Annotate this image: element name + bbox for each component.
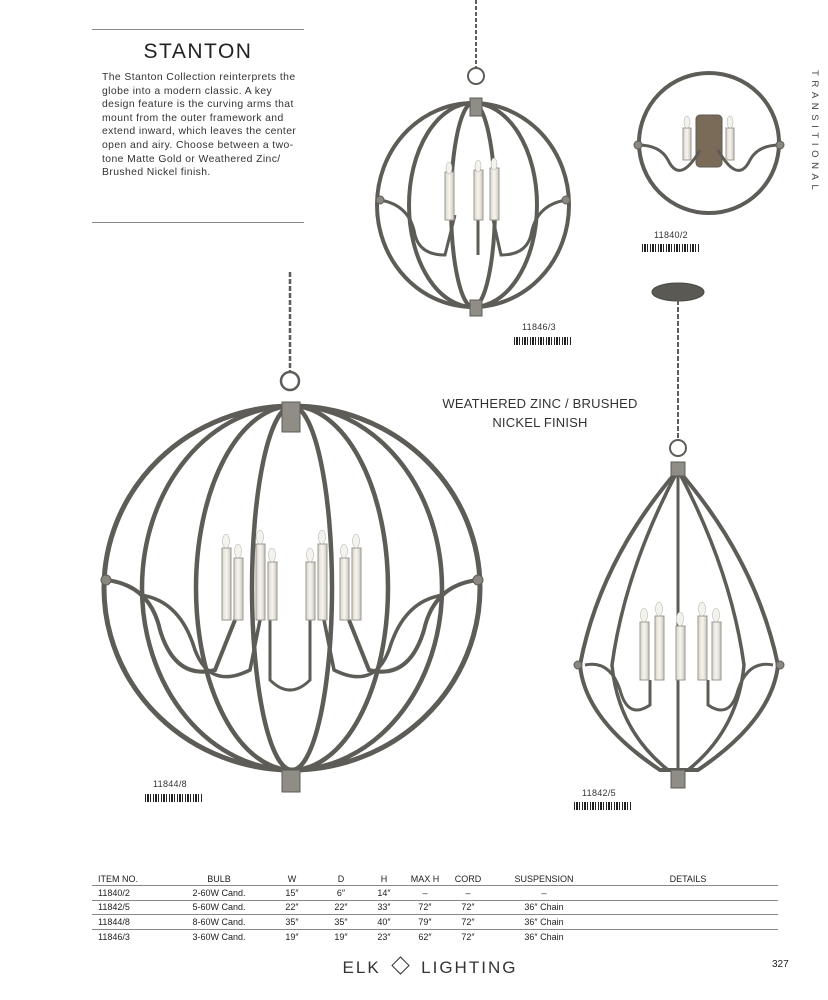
- cell-depth: 6″: [318, 886, 364, 901]
- cell-width: 22″: [266, 900, 318, 915]
- cell-suspension: 36″ Chain: [490, 900, 598, 915]
- col-item-no: ITEM NO.: [98, 873, 138, 884]
- cell-item-no: 11844/8: [92, 915, 172, 930]
- cell-cord: 72″: [446, 915, 490, 930]
- small-chandelier-item-code: 11846/3: [522, 322, 556, 332]
- specification-table: [92, 872, 778, 943]
- sconce-barcode: [642, 244, 700, 252]
- collection-description: The Stanton Collection reinterprets the globe into a modern classic. A key design feature is the curving arms that mount from the outer framework and extend inward, which leaves the center open and airy. Choose between a two-tone Matte Gold or Weathered Zinc/ Brushed Nickel finish.: [102, 72, 297, 179]
- cell-bulb: 2-60W Cand.: [172, 886, 266, 901]
- brand-diamond-icon: [392, 956, 410, 974]
- cell-suspension: –: [490, 886, 598, 901]
- table-row: [92, 915, 778, 930]
- cell-suspension: 36″ Chain: [490, 915, 598, 930]
- cell-item-no: 11846/3: [92, 929, 172, 943]
- sconce-item-code: 11840/2: [654, 230, 688, 240]
- cell-details: [598, 900, 778, 915]
- pendant-item-code: 11842/5: [582, 788, 616, 798]
- cell-height: 40″: [364, 915, 404, 930]
- col-height: H: [380, 873, 388, 884]
- small-chandelier-image: [376, 0, 570, 316]
- cell-max-height: 79″: [404, 915, 446, 930]
- cell-width: 19″: [266, 929, 318, 943]
- cell-width: 35″: [266, 915, 318, 930]
- cell-cord: 72″: [446, 929, 490, 943]
- cell-item-no: 11840/2: [92, 886, 172, 901]
- table-row: [92, 929, 778, 943]
- large-chandelier-item-code: 11844/8: [153, 779, 187, 789]
- col-max-height: MAX H: [410, 873, 440, 884]
- cell-cord: –: [446, 886, 490, 901]
- cell-depth: 35″: [318, 915, 364, 930]
- pendant-barcode: [574, 802, 632, 810]
- col-width: W: [287, 873, 297, 884]
- col-bulb: BULB: [207, 873, 231, 884]
- large-chandelier-image: [101, 272, 483, 792]
- collection-title: STANTON: [143, 40, 253, 63]
- sconce-image: [634, 73, 784, 213]
- cell-height: 23″: [364, 929, 404, 943]
- table-row: [92, 886, 778, 901]
- cell-item-no: 11842/5: [92, 900, 172, 915]
- cell-details: [598, 929, 778, 943]
- cell-bulb: 8-60W Cand.: [172, 915, 266, 930]
- col-cord: CORD: [454, 873, 482, 884]
- brand-logo: [300, 958, 560, 978]
- small-chandelier-barcode: [514, 337, 572, 345]
- cell-details: [598, 915, 778, 930]
- cell-max-height: 62″: [404, 929, 446, 943]
- cell-height: 14″: [364, 886, 404, 901]
- table-row: [92, 900, 778, 915]
- cell-bulb: 5-60W Cand.: [172, 900, 266, 915]
- cell-max-height: 72″: [404, 900, 446, 915]
- col-details: DETAILS: [669, 873, 707, 884]
- cell-bulb: 3-60W Cand.: [172, 929, 266, 943]
- large-chandelier-barcode: [145, 794, 203, 802]
- cell-max-height: –: [404, 886, 446, 901]
- cell-cord: 72″: [446, 900, 490, 915]
- cell-width: 15″: [266, 886, 318, 901]
- cell-height: 33″: [364, 900, 404, 915]
- cell-depth: 22″: [318, 900, 364, 915]
- finish-label: WEATHERED ZINC / BRUSHED NICKEL FINISH: [442, 396, 638, 430]
- table-header-row: [92, 872, 778, 886]
- page-number: 327: [772, 959, 789, 970]
- cell-suspension: 36″ Chain: [490, 929, 598, 943]
- col-suspension: SUSPENSION: [514, 873, 574, 884]
- style-category-tab: TRANSITIONAL: [809, 70, 820, 195]
- brand-name-left: ELK: [342, 958, 381, 977]
- pendant-image: [574, 283, 784, 788]
- cell-depth: 19″: [318, 929, 364, 943]
- col-depth: D: [337, 873, 345, 884]
- cell-details: [598, 886, 778, 901]
- brand-name-right: LIGHTING: [421, 958, 518, 977]
